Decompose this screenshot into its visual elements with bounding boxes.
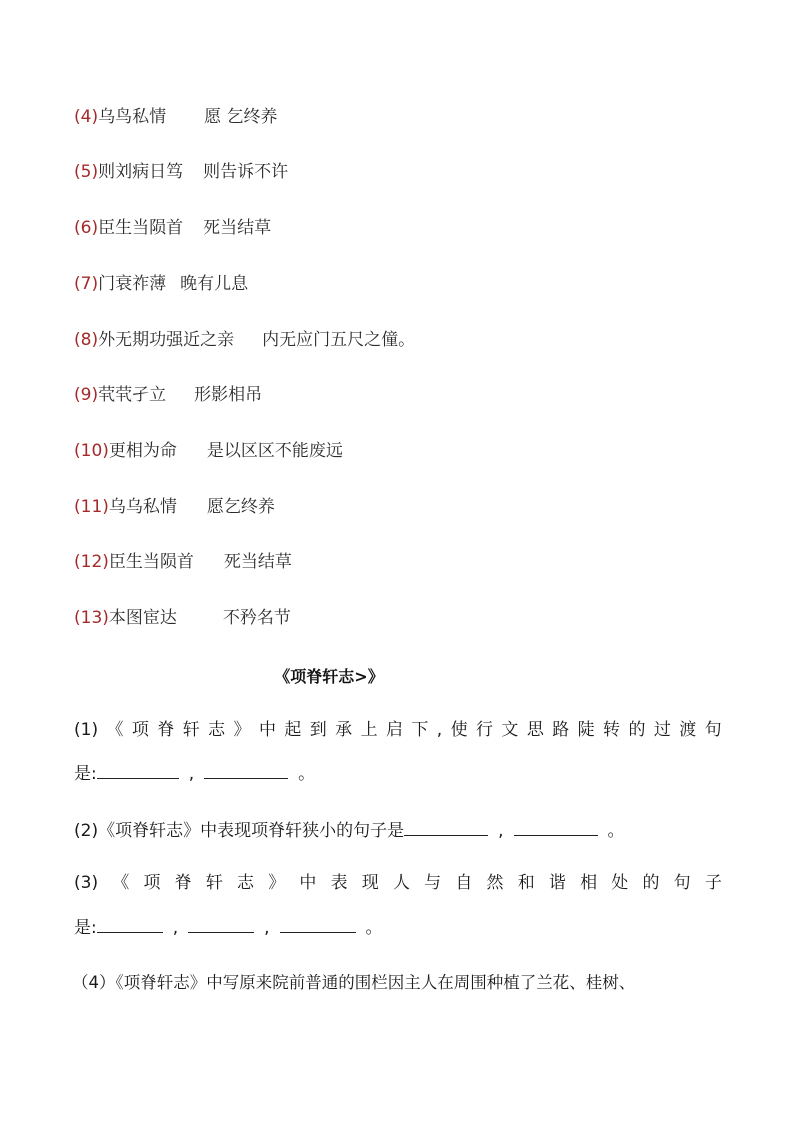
- answer-number: (9): [74, 385, 99, 405]
- answer-number: (5): [74, 162, 99, 182]
- question-1-line-2: [74, 762, 722, 785]
- q-char: 谐: [548, 873, 566, 893]
- answer-number: (11): [74, 497, 109, 517]
- q-char: 现: [361, 873, 379, 893]
- answer-number: (4): [74, 107, 99, 127]
- q-sep: ,: [264, 918, 270, 938]
- answer-part-b: 晚有儿息: [180, 274, 249, 294]
- answer-line: [74, 329, 415, 351]
- answer-line: [74, 161, 288, 183]
- answer-line: [74, 440, 343, 462]
- q-char: 上: [360, 720, 378, 740]
- answer-number: (10): [74, 441, 109, 461]
- q-char: 》: [268, 873, 286, 893]
- answer-blank[interactable]: [97, 916, 163, 933]
- q-char: 项: [143, 873, 161, 893]
- answer-part-b: 愿 乞终养: [204, 107, 278, 127]
- answer-part-b: 愿乞终养: [206, 497, 275, 517]
- q-char: 句: [673, 873, 691, 893]
- q-end: 。: [365, 918, 383, 938]
- answer-part-a: 乌乌私情: [108, 497, 177, 517]
- answer-blank[interactable]: [204, 762, 288, 779]
- answer-number: (8): [74, 330, 99, 350]
- q-char: 项: [131, 720, 149, 740]
- q-char: 的: [628, 720, 646, 740]
- q-text: (2)《项脊轩志》中表现项脊轩狭小的句子是: [74, 821, 405, 841]
- answer-part-a: 更相为命: [108, 441, 177, 461]
- q-char: ,: [436, 720, 443, 740]
- q-char: 中: [299, 873, 317, 893]
- answer-number: (6): [74, 218, 99, 238]
- answer-part-a: 乌鸟私情: [98, 107, 167, 127]
- answer-blank[interactable]: [188, 916, 254, 933]
- q-char: 人: [392, 873, 410, 893]
- q-char: 起: [284, 720, 302, 740]
- question-3-line-2: [74, 916, 722, 939]
- answer-part-a: 本图宦达: [108, 608, 177, 628]
- q-end: 。: [298, 764, 316, 784]
- answer-number: (7): [74, 274, 99, 294]
- answer-line: [74, 384, 262, 406]
- q-char: 子: [704, 873, 722, 893]
- answer-line: [74, 217, 271, 239]
- q-prefix: 是:: [74, 764, 97, 784]
- q-sep: ,: [188, 764, 195, 784]
- q-char: 和: [517, 873, 535, 893]
- q-char: 脊: [174, 873, 192, 893]
- q-char: 路: [552, 720, 570, 740]
- q-char: 轩: [205, 873, 223, 893]
- q-char: 《: [112, 873, 130, 893]
- question-1-line-1: [74, 719, 722, 741]
- q-char: 中: [258, 720, 276, 740]
- q-char: 与: [424, 873, 442, 893]
- q-char: (1): [74, 720, 99, 740]
- answer-part-b: 是以区区不能废远: [206, 441, 343, 461]
- q-char: 自: [455, 873, 473, 893]
- answer-number: (12): [74, 552, 109, 572]
- q-char: 》: [233, 720, 251, 740]
- answer-part-b: 不矜名节: [222, 608, 291, 628]
- q-char: 表: [330, 873, 348, 893]
- answer-part-b: 死当结草: [203, 218, 272, 238]
- answer-line: [74, 551, 292, 573]
- answer-part-b: 内无应门五尺之僮。: [262, 330, 416, 350]
- section-title: 《项脊轩志>》: [274, 667, 384, 686]
- question-3-line-1: [74, 872, 722, 894]
- q-char: 文: [501, 720, 519, 740]
- q-char: 志: [237, 873, 255, 893]
- q-end: 。: [607, 821, 625, 841]
- q-char: 句: [704, 720, 722, 740]
- q-char: 使: [450, 720, 468, 740]
- q-char: 启: [385, 720, 403, 740]
- q-char: 下: [411, 720, 429, 740]
- q-char: 陡: [577, 720, 595, 740]
- answer-blank[interactable]: [404, 819, 488, 836]
- q-char: 志: [208, 720, 226, 740]
- q-char: 到: [309, 720, 327, 740]
- answer-blank[interactable]: [280, 916, 356, 933]
- q-prefix: 是:: [74, 918, 97, 938]
- answer-part-b: 则告诉不许: [203, 162, 289, 182]
- q-char: 然: [486, 873, 504, 893]
- answer-part-a: 门衰祚薄: [98, 274, 167, 294]
- answer-number: (13): [74, 608, 109, 628]
- q-char: 承: [335, 720, 353, 740]
- answer-line: [74, 273, 248, 295]
- answer-part-a: 臣生当陨首: [108, 552, 194, 572]
- question-2: [74, 819, 722, 842]
- q-text: （4）《项脊轩志》中写原来院前普通的围栏因主人在周围种植了兰花、桂树、: [72, 973, 636, 992]
- q-char: 相: [580, 873, 598, 893]
- q-char: 渡: [679, 720, 697, 740]
- answer-line: [74, 106, 278, 128]
- q-char: 过: [653, 720, 671, 740]
- answer-blank[interactable]: [97, 762, 179, 779]
- q-char: 脊: [157, 720, 175, 740]
- answer-part-a: 茕茕孑立: [98, 385, 167, 405]
- q-char: 行: [476, 720, 493, 740]
- answer-part-a: 外无期功强近之亲: [98, 330, 235, 350]
- answer-part-a: 臣生当陨首: [98, 218, 184, 238]
- q-sep: ,: [172, 918, 179, 938]
- q-char: 的: [642, 873, 660, 893]
- q-char: 转: [603, 720, 621, 740]
- answer-blank[interactable]: [514, 819, 598, 836]
- answer-part-a: 则刘病日笃: [98, 162, 184, 182]
- q-char: 《: [106, 720, 124, 740]
- answer-line: [74, 607, 291, 629]
- q-sep: ,: [498, 821, 504, 841]
- answer-part-b: 形影相吊: [194, 385, 263, 405]
- q-char: 处: [611, 873, 629, 893]
- q-char: 轩: [182, 720, 200, 740]
- answer-part-b: 死当结草: [223, 552, 292, 572]
- question-4: [72, 972, 720, 994]
- answer-line: [74, 496, 275, 518]
- q-char: 思: [526, 720, 544, 740]
- q-char: (3): [74, 873, 99, 893]
